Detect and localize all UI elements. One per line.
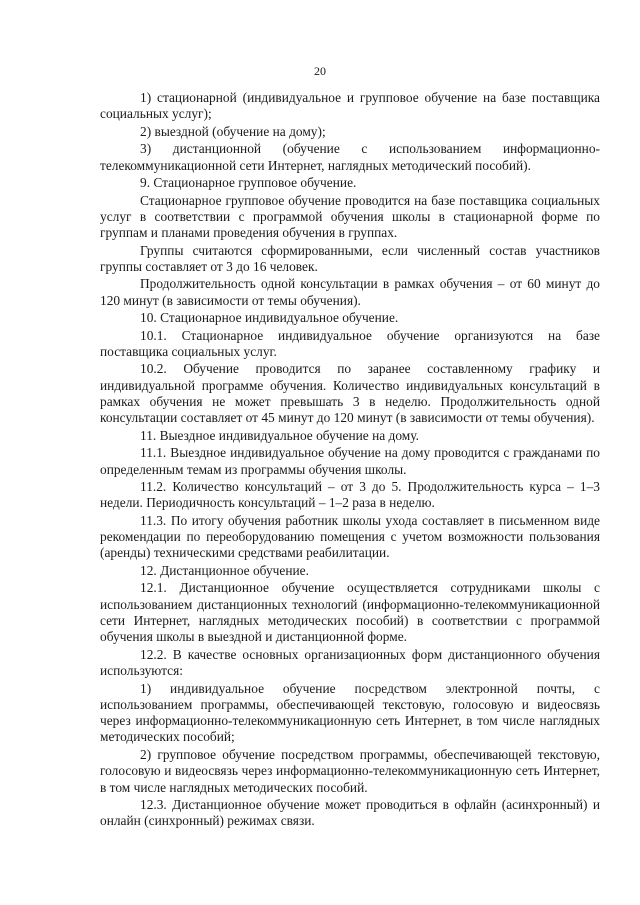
section-heading: 11. Выездное индивидуальное обучение на дому. bbox=[140, 427, 419, 443]
section-heading: 9. Стационарное групповое обучение. bbox=[140, 175, 357, 191]
paragraph: 2) групповое обучение посредством программы, обеспечивающей текстовую, голосовую и видеосвязь через информационно-телекоммуникационную сеть Интернет, в том числе наглядных методических пособий. bbox=[100, 746, 600, 795]
paragraph: 11.2. Количество консультаций – от 3 до 5. Продолжительность курса – 1–3 недели. Периодичность консультаций – 1–2 раза в неделю. bbox=[100, 479, 600, 511]
paragraph: 3) дистанционной (обучение с использованием информационно-телекоммуникационной сети Интернет, наглядных методический пособий). bbox=[100, 141, 600, 173]
paragraph: 10.1. Стационарное индивидуальное обучение организуются на базе поставщика социальных услуг. bbox=[100, 327, 600, 359]
paragraph: 2) выездной (обучение на дому); bbox=[140, 123, 326, 139]
paragraph: 1) индивидуальное обучение посредством электронной почты, с использованием программы, обеспечивающей текстовую, голосовую и видеосвязь через информационно-телекоммуникационную сеть Интернет, в том числе наглядных методических пособий; bbox=[100, 680, 600, 745]
document-body bbox=[100, 90, 600, 831]
paragraph: 10.2. Обучение проводится по заранее составленному графику и индивидуальной программе обучения. Количество индивидуальных консультаций в рамках обучения не может превышать 3 в неделю. Продолжительность одной консультации составляет от 45 минут до 120 минут (в зависимости от темы обучения). bbox=[100, 361, 600, 426]
page-number: 20 bbox=[314, 64, 326, 78]
paragraph: 1) стационарной (индивидуальное и групповое обучение на базе поставщика социальных услуг); bbox=[100, 90, 600, 122]
section-heading: 12. Дистанционное обучение. bbox=[140, 562, 309, 578]
paragraph: 11.3. По итогу обучения работник школы ухода составляет в письменном виде рекомендации по переоборудованию помещения с учетом возможности пользования (аренды) техническими средствами реабилитации. bbox=[100, 512, 600, 561]
paragraph: 12.3. Дистанционное обучение может проводиться в офлайн (асинхронный) и онлайн (синхронный) режимах связи. bbox=[100, 797, 600, 829]
paragraph: 12.2. В качестве основных организационных форм дистанционного обучения используются: bbox=[100, 646, 600, 679]
paragraph: 12.1. Дистанционное обучение осуществляется сотрудниками школы с использованием дистанционных технологий (информационно-телекоммуникационной сети Интернет, наглядных методических пособий) в соответствии с программой обучения школы в выездной и дистанционной форме. bbox=[100, 580, 600, 645]
paragraph: Продолжительность одной консультации в рамках обучения – от 60 минут до 120 минут (в зависимости от темы обучения). bbox=[100, 276, 600, 308]
paragraph: Группы считаются сформированными, если численный состав участников группы составляет от 3 до 16 человек. bbox=[100, 242, 600, 274]
section-heading: 10. Стационарное индивидуальное обучение. bbox=[140, 310, 399, 326]
paragraph: Стационарное групповое обучение проводится на базе поставщика социальных услуг в соответствии с программой обучения школы в стационарной форме по группам и планами проведения обучения в группах. bbox=[100, 192, 600, 241]
paragraph: 11.1. Выездное индивидуальное обучение на дому проводится с гражданами по определенным темам из программы обучения школы. bbox=[100, 445, 600, 477]
